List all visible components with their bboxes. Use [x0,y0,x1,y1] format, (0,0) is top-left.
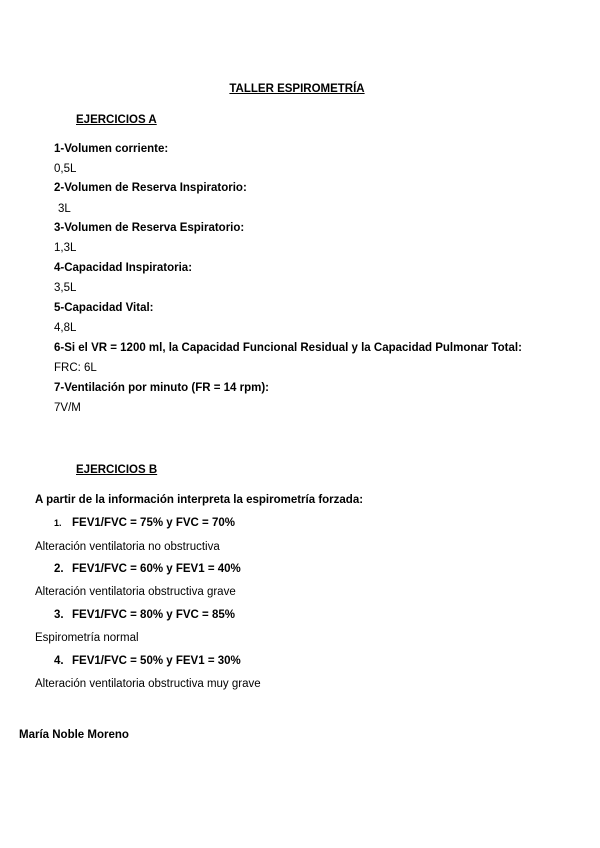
question-a4: 4-Capacidad Inspiratoria: [54,262,193,274]
answer-b2: Alteración ventilatoria obstructiva grave [35,586,236,598]
question-a6: 6-Si el VR = 1200 ml, la Capacidad Funcional Residual y la Capacidad Pulmonar Total: [54,342,522,354]
question-a7: 7-Ventilación por minuto (FR = 14 rpm): [54,382,270,394]
author-name: María Noble Moreno [19,729,129,741]
section-a-heading: EJERCICIOS A [76,114,157,126]
answer-b3: Espirometría normal [35,632,139,644]
question-b4-text: FEV1/FVC = 50% y FEV1 = 30% [72,655,241,667]
question-b2 [54,562,241,576]
answer-a4: 3,5L [54,282,77,294]
list-number: 3. [54,609,64,621]
section-b-heading: EJERCICIOS B [76,464,158,476]
question-b1-text: FEV1/FVC = 75% y FVC = 70% [72,517,235,529]
page-title: TALLER ESPIROMETRÍA [229,83,365,95]
answer-a7: 7V/M [54,402,81,414]
section-b-intro: A partir de la información interpreta la espirometría forzada: [35,494,364,506]
question-b3 [54,608,235,622]
question-a2: 2-Volumen de Reserva Inspiratorio: [54,182,247,194]
question-b3-text: FEV1/FVC = 80% y FVC = 85% [72,609,235,621]
answer-b1: Alteración ventilatoria no obstructiva [35,541,220,553]
question-a3: 3-Volumen de Reserva Espiratorio: [54,222,245,234]
question-a5: 5-Capacidad Vital: [54,302,154,314]
list-number: 2. [54,563,64,575]
list-number: 1. [54,518,62,528]
question-b1 [54,516,235,530]
answer-a6: FRC: 6L [54,362,97,374]
question-b2-text: FEV1/FVC = 60% y FEV1 = 40% [72,563,241,575]
answer-a3: 1,3L [54,242,77,254]
list-number: 4. [54,655,64,667]
question-a1: 1-Volumen corriente: [54,143,169,155]
answer-a1: 0,5L [54,163,77,175]
question-b4 [54,654,241,668]
answer-a2: 3L [58,203,71,215]
answer-b4: Alteración ventilatoria obstructiva muy grave [35,678,261,690]
answer-a5: 4,8L [54,322,77,334]
